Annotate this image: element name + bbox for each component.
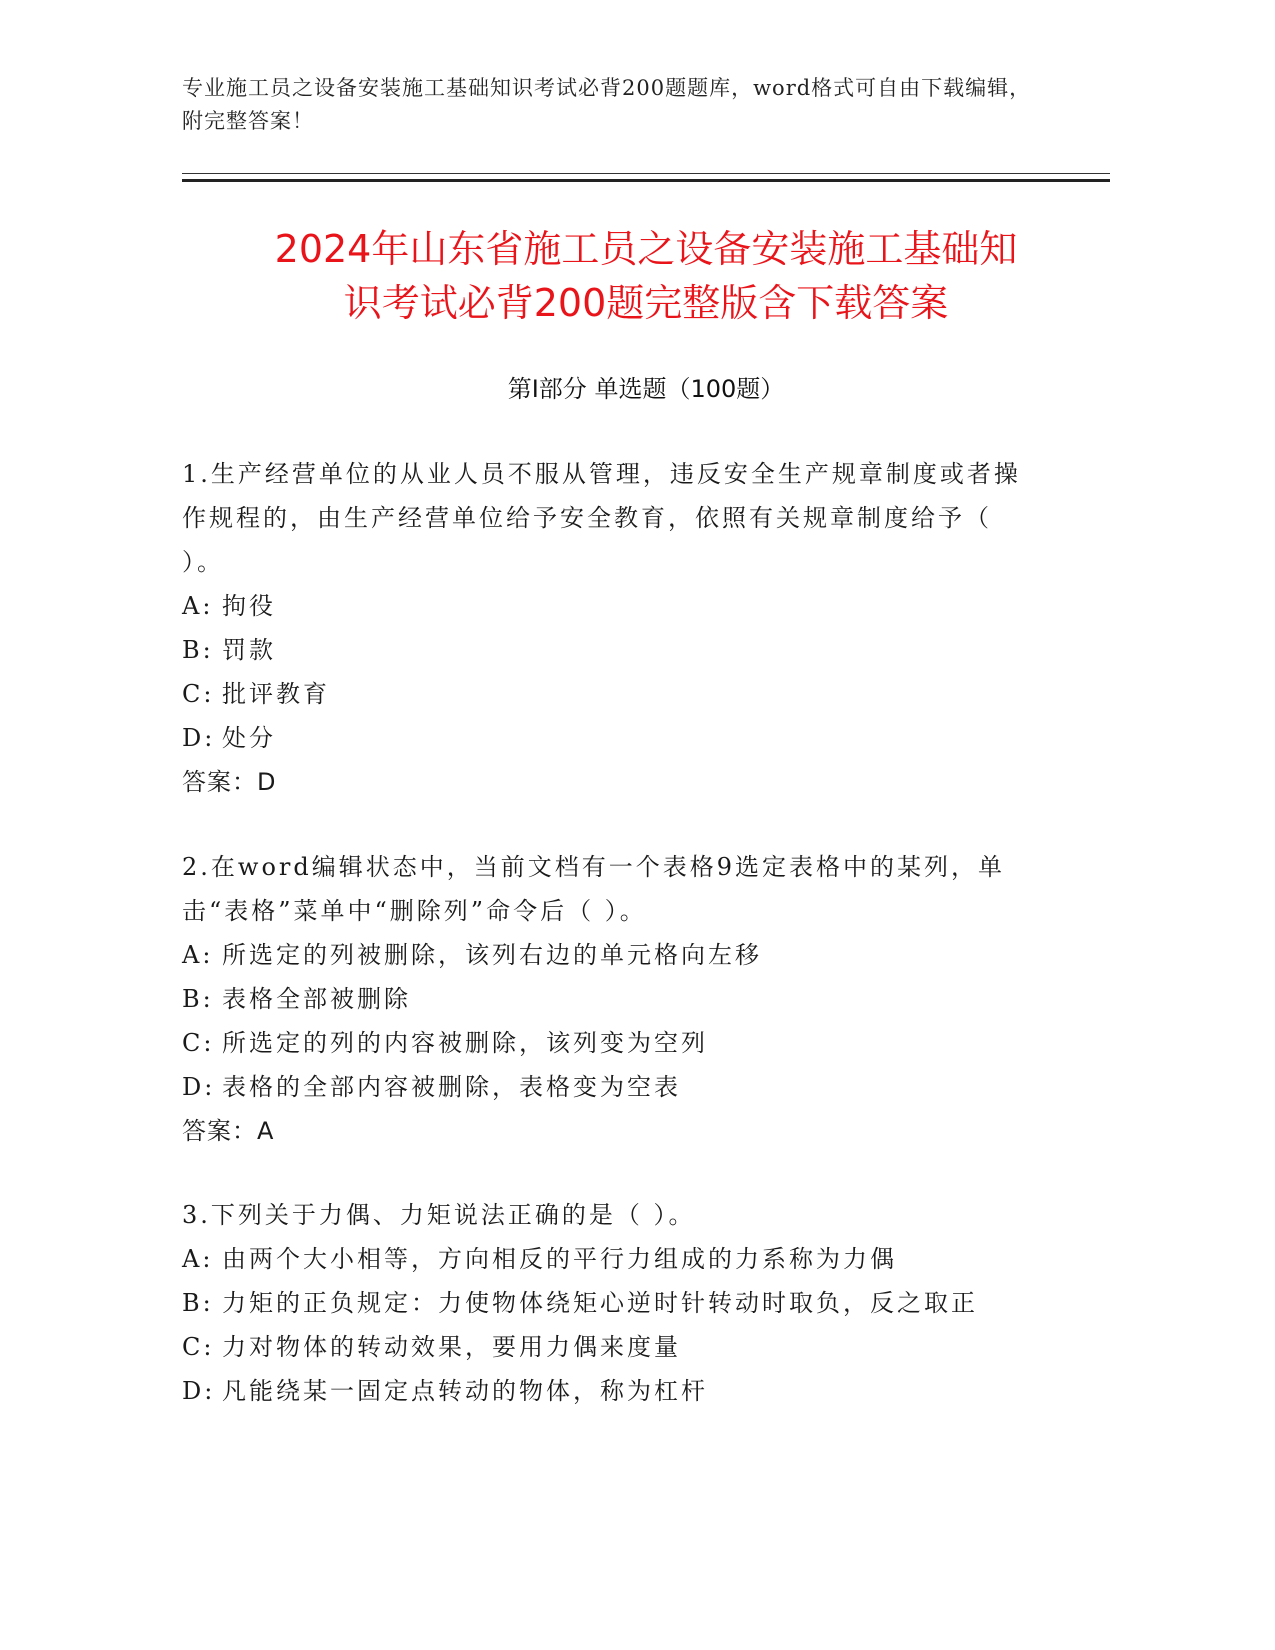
option-letter: B: — [182, 1289, 214, 1317]
answer: 答案：A — [182, 1117, 275, 1145]
document-title — [182, 222, 1110, 330]
option-a — [182, 584, 1042, 628]
option-text: 拘役 — [222, 592, 276, 620]
option-letter: C: — [182, 680, 215, 708]
option-c — [182, 1021, 1042, 1065]
question-2 — [182, 845, 1042, 1153]
option-letter: D: — [182, 724, 216, 752]
option-text: 表格的全部内容被删除，表格变为空表 — [222, 1073, 681, 1101]
option-b — [182, 1281, 1042, 1325]
header-divider-thick — [182, 179, 1110, 182]
option-text: 所选定的列被删除，该列右边的单元格向左移 — [222, 941, 762, 969]
option-letter: A: — [182, 941, 214, 969]
document-title-line-1: 2024年山东省施工员之设备安装施工基础知 — [274, 227, 1018, 271]
option-d — [182, 716, 1042, 760]
document-title-line-2: 识考试必背200题完整版含下载答案 — [343, 281, 949, 325]
option-text: 所选定的列的内容被删除，该列变为空列 — [222, 1029, 708, 1057]
option-letter: D: — [182, 1377, 216, 1405]
option-text: 表格全部被删除 — [222, 985, 411, 1013]
option-text: 由两个大小相等，方向相反的平行力组成的力系称为力偶 — [222, 1245, 897, 1273]
option-b — [182, 977, 1042, 1021]
option-letter: A: — [182, 1245, 214, 1273]
option-text: 批评教育 — [222, 680, 330, 708]
option-letter: C: — [182, 1333, 215, 1361]
option-letter: B: — [182, 985, 214, 1013]
section-title: 第Ⅰ部分 单选题（100题） — [507, 375, 785, 403]
option-text: 力对物体的转动效果，要用力偶来度量 — [222, 1333, 681, 1361]
option-a — [182, 933, 1042, 977]
header-divider-thin — [182, 173, 1110, 174]
question-3 — [182, 1193, 1042, 1413]
question-stem: 3.下列关于力偶、力矩说法正确的是（ ）。 — [182, 1201, 696, 1229]
answer: 答案：D — [182, 768, 277, 796]
question-stem: 1.生产经营单位的从业人员不服从管理，违反安全生产规章制度或者操作规程的，由生产经营单位给予安全教育，依照有关规章制度给予（ ）。 — [182, 460, 1021, 576]
option-letter: D: — [182, 1073, 216, 1101]
option-d — [182, 1369, 1042, 1413]
question-stem: 2.在word编辑状态中，当前文档有一个表格9选定表格中的某列，单击“表格”菜单中“删除列”命令后（ ）。 — [182, 853, 1005, 925]
option-c — [182, 1325, 1042, 1369]
option-b — [182, 628, 1042, 672]
option-c — [182, 672, 1042, 716]
header-note: 专业施工员之设备安装施工基础知识考试必背200题题库，word格式可自由下载编辑，附完整答案！ — [182, 76, 1032, 133]
option-letter: B: — [182, 636, 214, 664]
question-1 — [182, 452, 1042, 804]
option-letter: C: — [182, 1029, 215, 1057]
option-a — [182, 1237, 1042, 1281]
option-text: 罚款 — [222, 636, 276, 664]
option-d — [182, 1065, 1042, 1109]
option-text: 凡能绕某一固定点转动的物体，称为杠杆 — [222, 1377, 708, 1405]
option-text: 力矩的正负规定：力使物体绕矩心逆时针转动时取负，反之取正 — [222, 1289, 978, 1317]
option-text: 处分 — [222, 724, 276, 752]
option-letter: A: — [182, 592, 214, 620]
